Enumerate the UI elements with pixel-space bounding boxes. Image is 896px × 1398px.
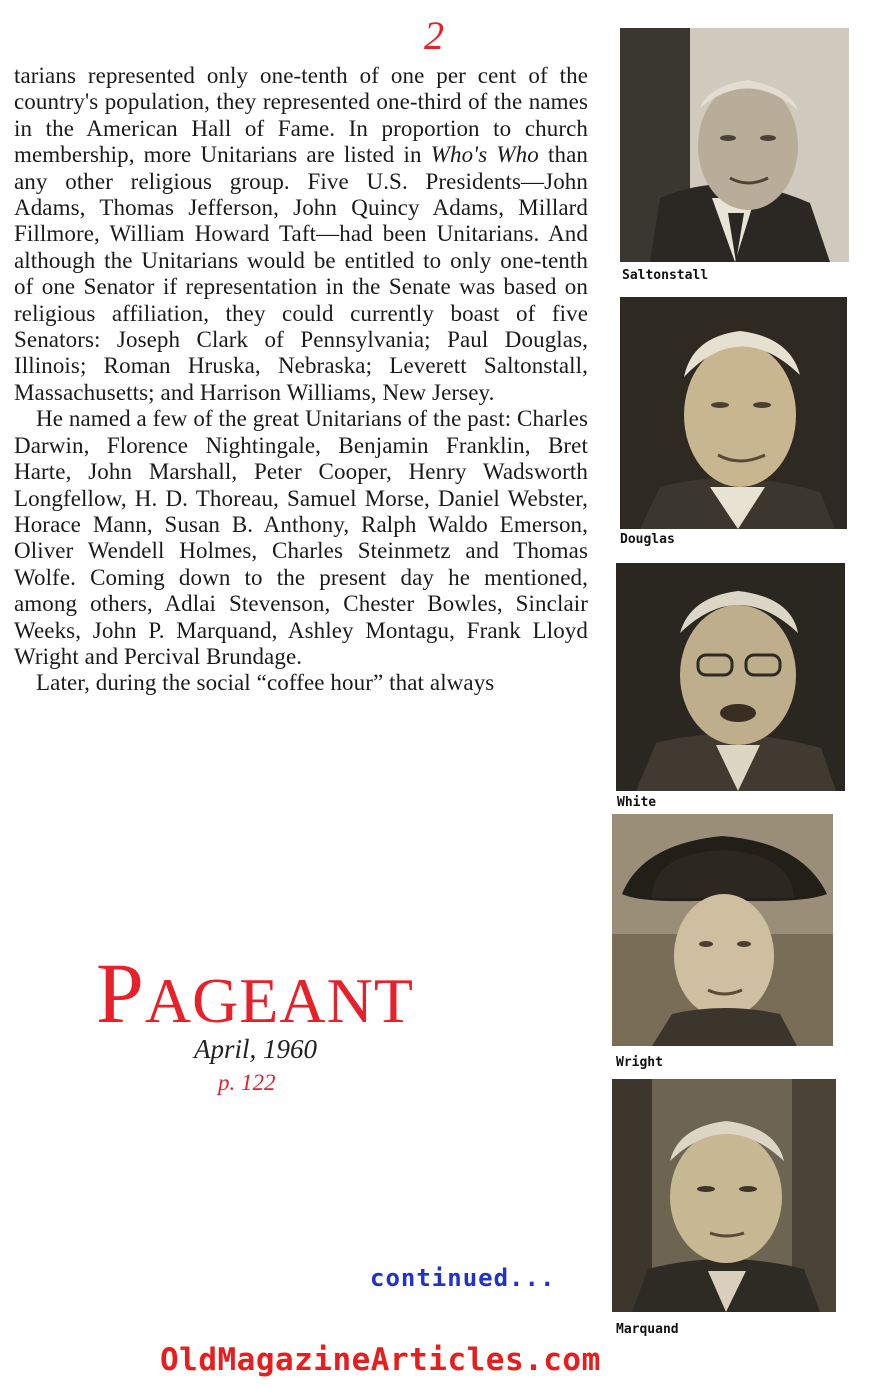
page-number: 2 bbox=[424, 13, 444, 58]
continued-link[interactable]: continued... bbox=[370, 1264, 556, 1292]
portrait-photo-douglas bbox=[620, 297, 847, 529]
issue-date: April, 1960 bbox=[194, 1034, 318, 1064]
portrait-photo-wright bbox=[612, 814, 833, 1046]
portrait-photo-saltonstall bbox=[620, 28, 849, 262]
article-paragraph: He named a few of the great Unitarians of the past: Charles Darwin, Florence Nightingale, Benjamin Franklin, Bret Harte, John Marshall, Peter Cooper, Henry Wadsworth Longfellow, H. D. Thoreau, Samuel Morse, Daniel Webster, Horace Mann, Susan B. Anthony, Ralph Waldo Emerson, Oliver Wendell Holmes, Charles Steinmetz and Thomas Wolfe. Coming down to the present day he mentioned, among others, Adlai Stevenson, Chester Bowles, Sinclair Weeks, John P. Marquand, Ashley Montagu, Frank Lloyd Wright and Percival Brundage. bbox=[14, 406, 588, 669]
photo-caption: Wright bbox=[616, 1055, 663, 1070]
photo-caption: Marquand bbox=[616, 1322, 679, 1337]
article-paragraph: tarians represented only one-tenth of one per cent of the country's population, they represented one-third of the names in the American Hall of Fame. In proportion to church membership, more Unitarians are listed in Who's Who than any other religious group. Five U.S. Presidents—John Adams, Thomas Jefferson, John Quincy Adams, Millard Fillmore, William Howard Taft—had been Unitarians. And although the Unitarians would be entitled to only one-tenth of one Senator if representation in the Senate was based on religious affiliation, they could currently boast of five Senators: Joseph Clark of Pennsylvania; Paul Douglas, Illinois; Roman Hruska, Nebraska; Leverett Saltonstall, Massachusetts; and Harrison Williams, New Jersey. bbox=[14, 63, 588, 405]
portrait-photo-marquand bbox=[612, 1079, 836, 1312]
portrait-photo-white bbox=[616, 563, 845, 791]
photo-caption: Saltonstall bbox=[622, 268, 709, 283]
photo-caption: Douglas bbox=[620, 532, 675, 547]
site-watermark[interactable]: OldMagazineArticles.com bbox=[160, 1342, 601, 1378]
italic-title: Who's Who bbox=[430, 142, 539, 168]
article-body bbox=[14, 63, 588, 697]
magazine-masthead: PAGEANT bbox=[96, 945, 414, 1041]
page-reference: p. 122 bbox=[218, 1070, 276, 1095]
article-paragraph: Later, during the social “coffee hour” that always bbox=[36, 670, 495, 696]
photo-caption: White bbox=[617, 795, 657, 810]
